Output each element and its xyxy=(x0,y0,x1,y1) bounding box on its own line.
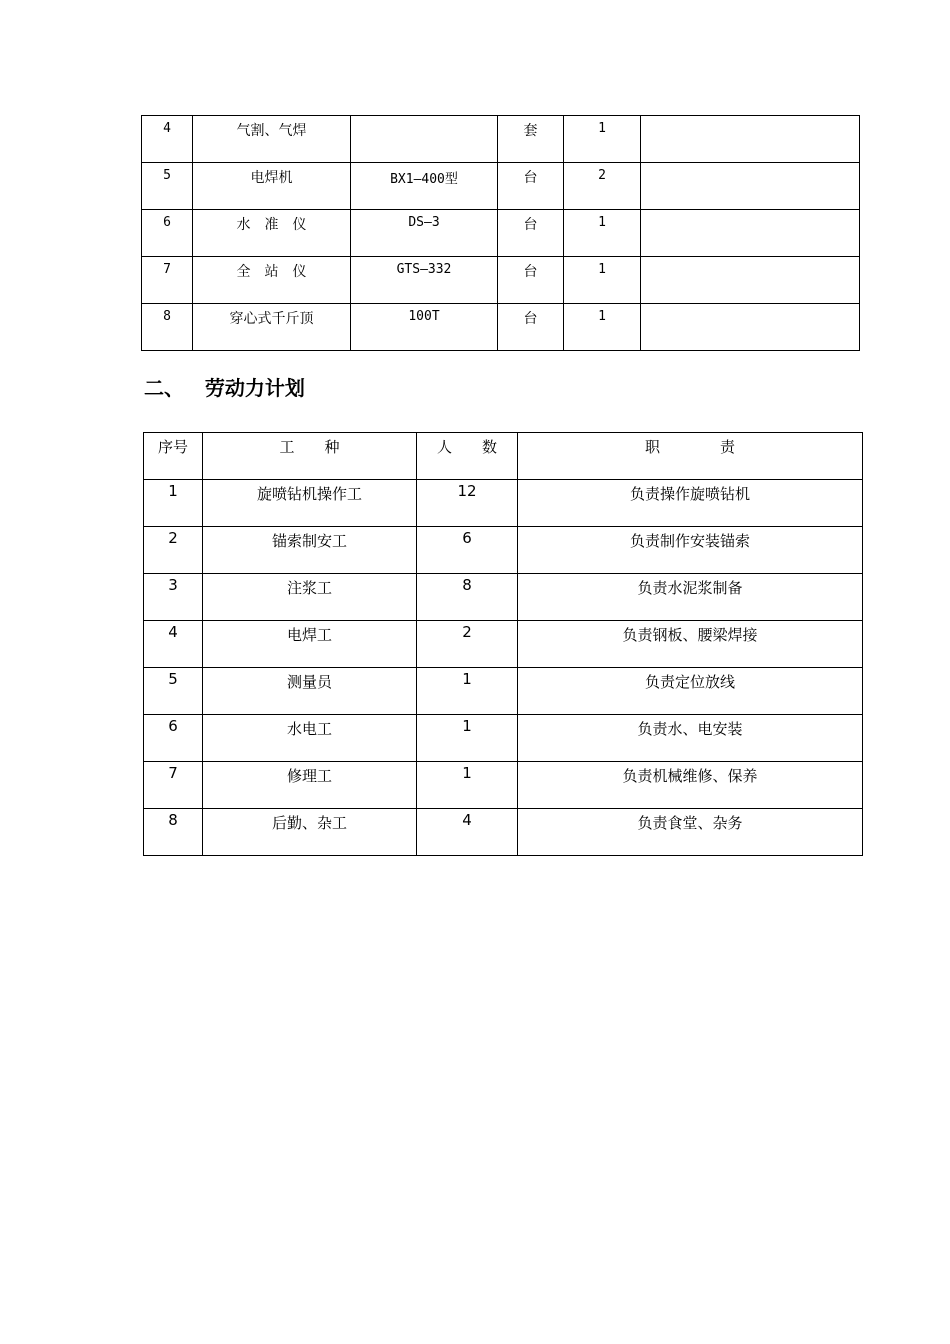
section-number: 二、 xyxy=(144,376,184,400)
equipment-name-cell: 电焊机 xyxy=(193,163,351,210)
labor-no-cell: 7 xyxy=(144,762,203,809)
equipment-note-cell xyxy=(641,163,860,210)
equipment-no-cell: 8 xyxy=(142,304,193,351)
labor-count-cell: 4 xyxy=(417,809,518,856)
labor-duty-cell: 负责钢板、腰梁焊接 xyxy=(518,621,863,668)
labor-row xyxy=(144,574,863,621)
header-trade: 工 种 xyxy=(203,433,417,480)
labor-row xyxy=(144,809,863,856)
equipment-row xyxy=(142,163,860,210)
equipment-qty-cell: 2 xyxy=(564,163,641,210)
equipment-unit-cell: 台 xyxy=(498,257,564,304)
section-title: 劳动力计划 xyxy=(204,376,305,400)
equipment-no-cell: 4 xyxy=(142,116,193,163)
equipment-row xyxy=(142,116,860,163)
labor-row xyxy=(144,480,863,527)
equipment-row xyxy=(142,210,860,257)
labor-no-cell: 3 xyxy=(144,574,203,621)
equipment-model-cell: BX1—400型 xyxy=(351,163,498,210)
equipment-name-cell: 穿心式千斤顶 xyxy=(193,304,351,351)
header-no: 序号 xyxy=(144,433,203,480)
equipment-no-cell: 7 xyxy=(142,257,193,304)
labor-row xyxy=(144,715,863,762)
labor-trade-cell: 注浆工 xyxy=(203,574,417,621)
labor-row xyxy=(144,621,863,668)
equipment-unit-cell: 套 xyxy=(498,116,564,163)
labor-no-cell: 2 xyxy=(144,527,203,574)
equipment-no-cell: 5 xyxy=(142,163,193,210)
equipment-note-cell xyxy=(641,304,860,351)
header-count: 人 数 xyxy=(417,433,518,480)
labor-duty-cell: 负责操作旋喷钻机 xyxy=(518,480,863,527)
equipment-unit-cell: 台 xyxy=(498,163,564,210)
labor-trade-cell: 锚索制安工 xyxy=(203,527,417,574)
header-duty: 职 责 xyxy=(518,433,863,480)
labor-trade-cell: 水电工 xyxy=(203,715,417,762)
equipment-qty-cell: 1 xyxy=(564,210,641,257)
labor-count-cell: 8 xyxy=(417,574,518,621)
labor-table xyxy=(143,432,863,856)
labor-trade-cell: 旋喷钻机操作工 xyxy=(203,480,417,527)
labor-count-cell: 1 xyxy=(417,715,518,762)
equipment-note-cell xyxy=(641,116,860,163)
labor-count-cell: 6 xyxy=(417,527,518,574)
equipment-name-cell: 气割、气焊 xyxy=(193,116,351,163)
labor-duty-cell: 负责制作安装锚索 xyxy=(518,527,863,574)
labor-no-cell: 5 xyxy=(144,668,203,715)
equipment-name-cell: 全 站 仪 xyxy=(193,257,351,304)
equipment-row xyxy=(142,304,860,351)
labor-trade-cell: 测量员 xyxy=(203,668,417,715)
labor-no-cell: 6 xyxy=(144,715,203,762)
labor-trade-cell: 电焊工 xyxy=(203,621,417,668)
equipment-model-cell: GTS—332 xyxy=(351,257,498,304)
labor-count-cell: 2 xyxy=(417,621,518,668)
equipment-unit-cell: 台 xyxy=(498,210,564,257)
equipment-unit-cell: 台 xyxy=(498,304,564,351)
equipment-row xyxy=(142,257,860,304)
labor-trade-cell: 后勤、杂工 xyxy=(203,809,417,856)
equipment-qty-cell: 1 xyxy=(564,257,641,304)
labor-no-cell: 8 xyxy=(144,809,203,856)
equipment-note-cell xyxy=(641,257,860,304)
equipment-model-cell xyxy=(351,116,498,163)
labor-duty-cell: 负责定位放线 xyxy=(518,668,863,715)
labor-table-body xyxy=(144,433,863,856)
labor-no-cell: 4 xyxy=(144,621,203,668)
equipment-model-cell: DS—3 xyxy=(351,210,498,257)
labor-count-cell: 1 xyxy=(417,668,518,715)
labor-row xyxy=(144,668,863,715)
labor-count-cell: 12 xyxy=(417,480,518,527)
labor-duty-cell: 负责水泥浆制备 xyxy=(518,574,863,621)
labor-table-header-row xyxy=(144,433,863,480)
labor-no-cell: 1 xyxy=(144,480,203,527)
equipment-model-cell: 100T xyxy=(351,304,498,351)
equipment-name-cell: 水 准 仪 xyxy=(193,210,351,257)
labor-row xyxy=(144,762,863,809)
labor-duty-cell: 负责食堂、杂务 xyxy=(518,809,863,856)
equipment-qty-cell: 1 xyxy=(564,116,641,163)
section-heading xyxy=(144,372,305,401)
labor-count-cell: 1 xyxy=(417,762,518,809)
equipment-table-body xyxy=(142,116,860,351)
labor-row xyxy=(144,527,863,574)
labor-trade-cell: 修理工 xyxy=(203,762,417,809)
labor-duty-cell: 负责机械维修、保养 xyxy=(518,762,863,809)
equipment-table xyxy=(141,115,860,351)
labor-duty-cell: 负责水、电安装 xyxy=(518,715,863,762)
equipment-note-cell xyxy=(641,210,860,257)
equipment-no-cell: 6 xyxy=(142,210,193,257)
equipment-qty-cell: 1 xyxy=(564,304,641,351)
